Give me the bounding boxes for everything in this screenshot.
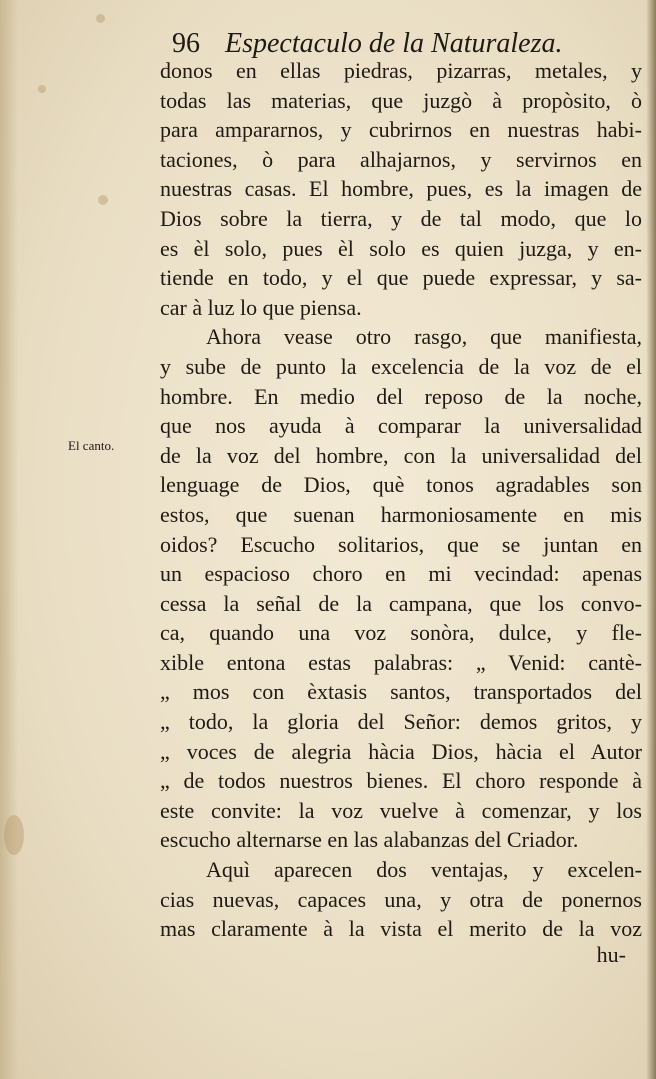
text-line: y sube de punto la excelencia de la voz de el	[160, 353, 642, 379]
paragraph-first-line: Ahora vease otro rasgo, que manifiesta,	[206, 324, 642, 350]
page-number: 96	[172, 28, 200, 59]
text-line: todas las materias, que juzgò à propòsito, ò	[160, 87, 642, 113]
page-gutter-shadow	[0, 0, 18, 1079]
foxing-spot	[98, 195, 108, 205]
text-line: estos, que suenan harmoniosamente en mis	[160, 501, 642, 527]
text-line: que nos ayuda à comparar la universalidad	[160, 413, 642, 439]
margin-note: El canto.	[68, 438, 115, 453]
foxing-spot	[38, 85, 46, 93]
text-line: oidos? Escucho solitarios, que se juntan en	[160, 531, 642, 557]
text-line: un espacioso choro en mi vecindad: apenas	[160, 561, 642, 587]
text-line: mas claramente à la vista el merito de la voz	[160, 916, 642, 942]
text-line: taciones, ò para alhajarnos, y servirnos en	[160, 146, 642, 172]
text-line: car à luz lo que piensa.	[160, 294, 362, 320]
text-line: „ de todos nuestros bienes. El choro responde à	[160, 768, 642, 794]
text-line: „ todo, la gloria del Señor: demos gritos, y	[160, 709, 642, 735]
catchword: hu-	[596, 942, 626, 967]
text-line: para ampararnos, y cubrirnos en nuestras habi-	[160, 117, 642, 143]
text-line: nuestras casas. El hombre, pues, es la imagen de	[160, 176, 642, 202]
text-line: „ mos con èxtasis santos, transportados del	[160, 679, 642, 705]
text-line: cias nuevas, capaces una, y otra de ponernos	[160, 886, 642, 912]
text-line: tiende en todo, y el que puede expressar, y sa-	[160, 265, 642, 291]
text-line: es èl solo, pues èl solo es quien juzga, y en-	[160, 235, 642, 261]
text-line: cessa la señal de la campana, que los convo-	[160, 590, 642, 616]
text-line: de la voz del hombre, con la universalidad del	[160, 442, 642, 468]
running-title: Espectaculo de la Naturaleza.	[225, 28, 563, 59]
text-line: donos en ellas piedras, pizarras, metales, y	[160, 58, 642, 83]
text-line: xible entona estas palabras: „ Venid: cantè-	[160, 649, 642, 675]
body-text	[160, 56, 642, 944]
text-line: ca, quando una voz sonòra, dulce, y fle-	[160, 620, 642, 646]
text-line: lenguage de Dios, què tonos agradables son	[160, 472, 642, 498]
text-line: „ voces de alegria hàcia Dios, hàcia el Autor	[160, 738, 642, 764]
foxing-spot	[96, 14, 105, 23]
text-line: hombre. En medio del reposo de la noche,	[160, 383, 642, 409]
paragraph-first-line: Aquì aparecen dos ventajas, y excelen-	[206, 857, 642, 883]
text-line: este convite: la voz vuelve à comenzar, y los	[160, 797, 642, 823]
foxing-spot	[4, 815, 24, 855]
text-line: Dios sobre la tierra, y de tal modo, que lo	[160, 205, 642, 231]
page-edge-shadow	[646, 0, 656, 1079]
text-line: escucho alternarse en las alabanzas del Criador.	[160, 827, 579, 853]
